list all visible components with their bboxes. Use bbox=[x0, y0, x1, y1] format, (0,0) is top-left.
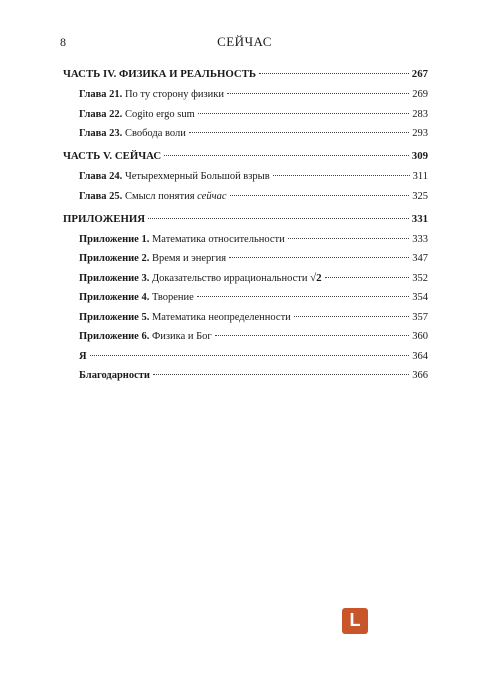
toc-entry bbox=[63, 127, 428, 140]
toc-entry-label: Благодарности bbox=[79, 370, 150, 381]
toc-entry bbox=[63, 68, 428, 81]
toc-entry bbox=[63, 291, 428, 304]
toc-entry-title: Математика относительности bbox=[149, 233, 285, 245]
dot-leader bbox=[198, 113, 410, 114]
toc-entry-page: 360 bbox=[412, 331, 428, 342]
page-number: 8 bbox=[60, 35, 66, 49]
dot-leader bbox=[229, 257, 409, 258]
toc-entry-label: Глава 21. bbox=[79, 89, 123, 100]
toc-entry-label: Приложение 5. bbox=[79, 311, 150, 323]
toc-entry bbox=[63, 88, 428, 101]
running-head: СЕЙЧАС bbox=[217, 34, 272, 49]
toc-entry-page: 333 bbox=[412, 233, 428, 245]
toc-entry-label: Приложение 6. bbox=[79, 331, 150, 342]
toc-entry-label: Приложение 4. bbox=[79, 292, 150, 303]
toc-entry-page: 311 bbox=[412, 171, 428, 182]
toc-entry bbox=[63, 150, 428, 163]
toc-entry-title: Доказательство иррациональности bbox=[149, 272, 311, 284]
toc-entry-page: 309 bbox=[411, 150, 428, 162]
dot-leader bbox=[153, 374, 409, 375]
logo-glyph: L bbox=[349, 610, 361, 630]
toc-entry bbox=[63, 330, 428, 343]
dot-leader bbox=[230, 195, 410, 196]
dot-leader bbox=[215, 335, 410, 336]
toc-entry-title: Физика и Бог bbox=[149, 331, 212, 342]
toc-entry-title: Время и энергия bbox=[149, 253, 227, 264]
toc-entry-page: 293 bbox=[412, 128, 428, 139]
toc-entry-title: Творение bbox=[149, 292, 194, 303]
dot-leader bbox=[164, 155, 409, 156]
dot-leader bbox=[259, 73, 409, 74]
toc-entry bbox=[63, 190, 428, 203]
toc-entry-title: Математика неопределенности bbox=[149, 311, 291, 323]
toc-entry-page: 364 bbox=[412, 350, 428, 362]
toc-entry-label: Глава 22. bbox=[79, 108, 123, 120]
toc-entry-title-emphasis: сейчас bbox=[197, 190, 227, 202]
toc-entry bbox=[63, 170, 428, 183]
toc-entry-page: 283 bbox=[412, 108, 428, 120]
toc-entry-label: ЧАСТЬ IV. ФИЗИКА И РЕАЛЬНОСТЬ bbox=[63, 68, 257, 80]
toc-entry-page: 357 bbox=[412, 311, 428, 323]
toc-entry-label: Приложение 3. bbox=[79, 272, 150, 284]
toc-entry bbox=[63, 108, 428, 121]
toc-entry-label: Глава 25. bbox=[79, 190, 123, 202]
toc-entry-label: ПРИЛОЖЕНИЯ bbox=[63, 212, 146, 225]
dot-leader bbox=[90, 355, 410, 356]
toc-entry-label: Приложение 2. bbox=[79, 253, 150, 264]
toc-entry-title: По ту сторону физики bbox=[122, 89, 224, 100]
table-of-contents bbox=[63, 68, 428, 389]
toc-entry-label: Глава 24. bbox=[79, 171, 123, 182]
toc-entry-title: Смысл понятия bbox=[122, 190, 198, 202]
dot-leader bbox=[148, 218, 409, 219]
toc-entry-title: Cogito ergo sum bbox=[122, 108, 195, 120]
toc-entry-label: Приложение 1. bbox=[79, 233, 150, 245]
dot-leader bbox=[189, 132, 409, 133]
dot-leader bbox=[288, 238, 410, 239]
toc-entry-title: Четырехмерный Большой взрыв bbox=[122, 171, 270, 182]
dot-leader bbox=[197, 296, 409, 297]
dot-leader bbox=[273, 175, 410, 176]
toc-entry-page: 267 bbox=[411, 68, 428, 80]
toc-entry-page: 366 bbox=[412, 370, 428, 381]
toc-entry-label: ЧАСТЬ V. СЕЙЧАС bbox=[63, 150, 162, 162]
toc-entry-label: Я bbox=[79, 350, 87, 362]
dot-leader bbox=[294, 316, 409, 317]
toc-entry-page: 354 bbox=[412, 292, 428, 303]
toc-entry-page: 331 bbox=[411, 212, 428, 225]
sqrt-two-symbol: √2 bbox=[310, 271, 322, 284]
toc-entry bbox=[63, 252, 428, 265]
toc-entry bbox=[63, 350, 428, 363]
toc-entry bbox=[63, 213, 428, 226]
dot-leader bbox=[325, 277, 410, 278]
toc-entry-page: 325 bbox=[412, 190, 428, 202]
toc-entry bbox=[63, 311, 428, 324]
toc-entry-title: Свобода воли bbox=[122, 128, 186, 139]
toc-entry-page: 269 bbox=[412, 89, 428, 100]
publisher-logo bbox=[342, 608, 368, 634]
toc-entry bbox=[63, 272, 428, 285]
toc-entry-label: Глава 23. bbox=[79, 128, 123, 139]
dot-leader bbox=[227, 93, 409, 94]
toc-entry-page: 352 bbox=[412, 272, 428, 284]
toc-entry bbox=[63, 369, 428, 382]
toc-entry-page: 347 bbox=[412, 253, 428, 264]
toc-entry bbox=[63, 233, 428, 246]
